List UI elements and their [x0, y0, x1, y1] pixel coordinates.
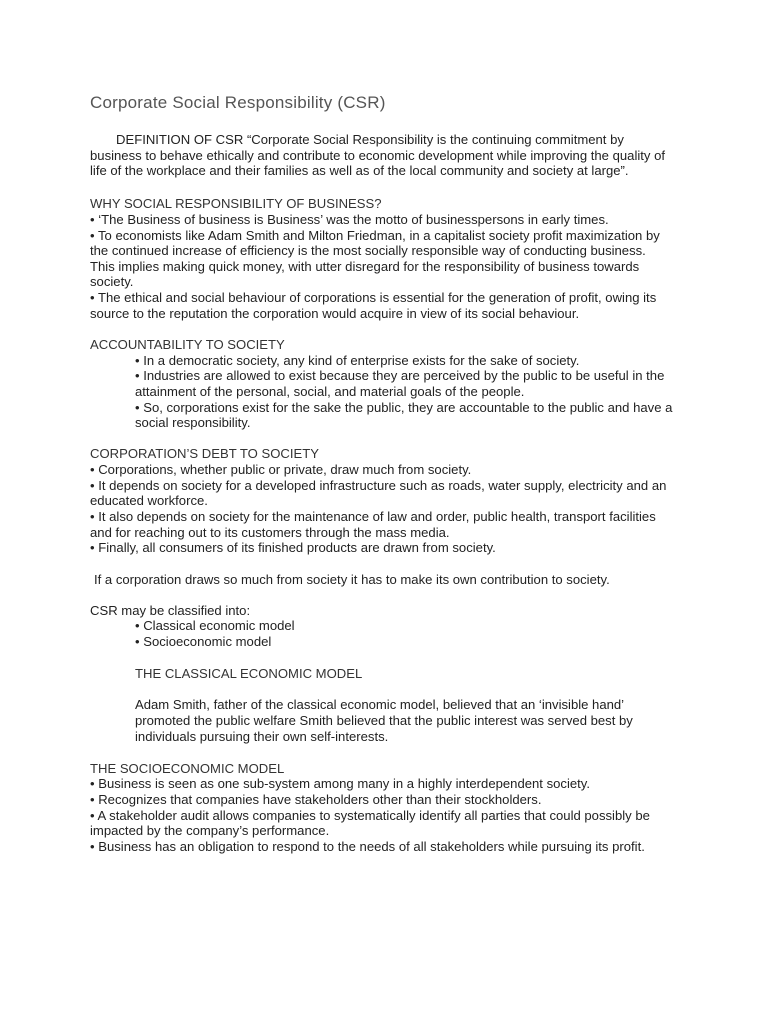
classified-intro: CSR may be classified into:: [90, 603, 251, 618]
contribution-line: If a corporation draws so much from society it has to make its own contribution to society.: [94, 572, 610, 587]
indented-line: attainment of the personal, social, and material goals of the people.: [135, 384, 525, 399]
paragraph-line: • Recognizes that companies have stakeholders other than their stockholders.: [90, 792, 542, 807]
paragraph-line: the continued increase of efficiency is the most socially responsible way of conducting business.: [90, 243, 646, 258]
paragraph-line: • It also depends on society for the maintenance of law and order, public health, transport facilities: [90, 509, 656, 524]
paragraph-line: • ‘The Business of business is Business’ was the motto of businesspersons in early times.: [90, 212, 609, 227]
indented-line: • In a democratic society, any kind of enterprise exists for the sake of society.: [135, 353, 580, 368]
section-heading-accountability: ACCOUNTABILITY TO SOCIETY: [90, 337, 285, 352]
indented-line: • Industries are allowed to exist because they are perceived by the public to be useful in the: [135, 368, 665, 383]
paragraph-line: • Finally, all consumers of its finished products are drawn from society.: [90, 540, 496, 555]
section-heading-why: WHY SOCIAL RESPONSIBILITY OF BUSINESS?: [90, 196, 382, 211]
paragraph-line: • Business is seen as one sub-system among many in a highly interdependent society.: [90, 776, 590, 791]
paragraph-line: This implies making quick money, with utter disregard for the responsibility of business towards: [90, 259, 640, 274]
definition-line: life of the workplace and their families as well as of the local community and society at large”.: [90, 163, 629, 178]
paragraph-line: • Corporations, whether public or private, draw much from society.: [90, 462, 472, 477]
paragraph-line: • A stakeholder audit allows companies to systematically identify all parties that could possibly be: [90, 808, 650, 823]
document-title: Corporate Social Responsibility (CSR): [90, 93, 386, 112]
definition-line: business to behave ethically and contribute to economic development while improving the quality of: [90, 148, 666, 163]
indented-line: individuals pursuing their own self-interests.: [135, 729, 389, 744]
paragraph-line: and for reaching out to its customers through the mass media.: [90, 525, 450, 540]
paragraph-line: source to the reputation the corporation would acquire in view of its social behaviour.: [90, 306, 580, 321]
paragraph-line: educated workforce.: [90, 493, 208, 508]
section-heading-socioeconomic: THE SOCIOECONOMIC MODEL: [90, 761, 285, 776]
paragraph-line: • To economists like Adam Smith and Milton Friedman, in a capitalist society profit maximization by: [90, 228, 660, 243]
definition-line: DEFINITION OF CSR “Corporate Social Responsibility is the continuing commitment by: [116, 132, 624, 147]
paragraph-line: impacted by the company’s performance.: [90, 823, 330, 838]
indented-line: • So, corporations exist for the sake the public, they are accountable to the public and have a: [135, 400, 673, 415]
indented-line: Adam Smith, father of the classical economic model, believed that an ‘invisible hand’: [135, 697, 625, 712]
paragraph-line: • It depends on society for a developed infrastructure such as roads, water supply, electricity and an: [90, 478, 667, 493]
paragraph-line: • Business has an obligation to respond to the needs of all stakeholders while pursuing its profit.: [90, 839, 645, 854]
section-heading-debt: CORPORATION’S DEBT TO SOCIETY: [90, 446, 319, 461]
section-heading-classical: THE CLASSICAL ECONOMIC MODEL: [135, 666, 363, 681]
paragraph-line: • The ethical and social behaviour of corporations is essential for the generation of profit, owing its: [90, 290, 657, 305]
indented-line: promoted the public welfare Smith believed that the public interest was served best by: [135, 713, 633, 728]
paragraph-line: society.: [90, 274, 134, 289]
indented-line: social responsibility.: [135, 415, 251, 430]
classified-item: • Socioeconomic model: [135, 634, 272, 649]
classified-item: • Classical economic model: [135, 618, 295, 633]
